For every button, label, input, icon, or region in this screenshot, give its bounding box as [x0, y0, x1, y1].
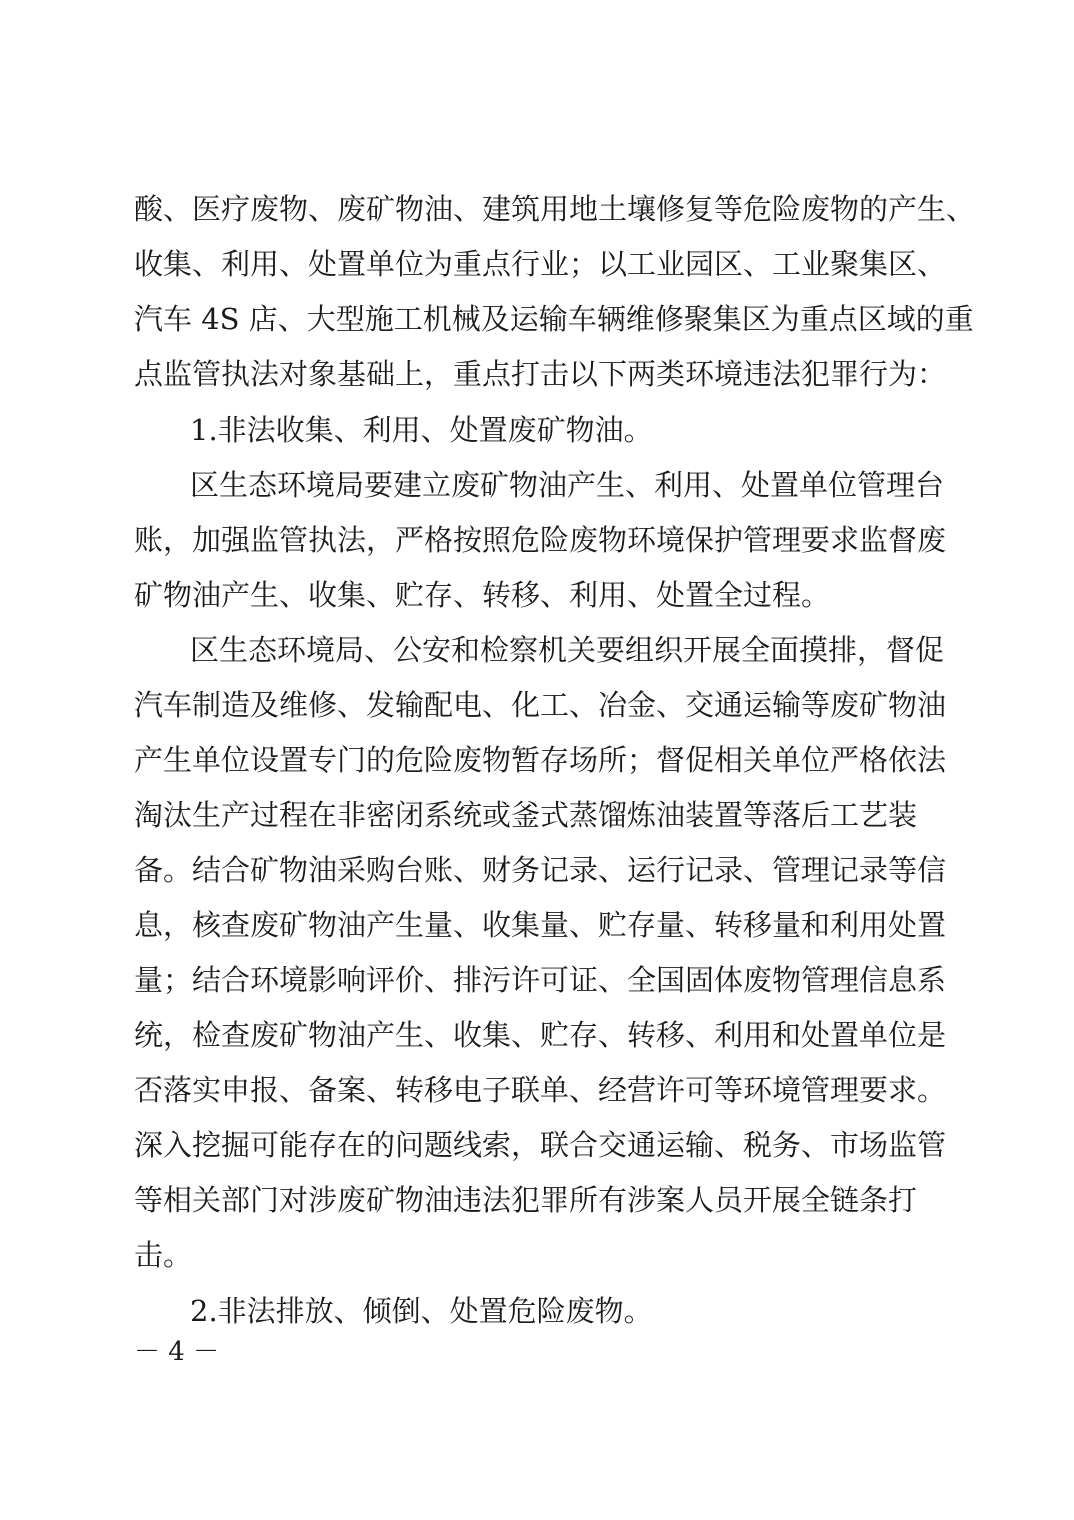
text-line-15: 量；结合环境影响评价、排污许可证、全国固体废物管理信息系: [134, 963, 947, 997]
text-line-20: 击。: [134, 1238, 193, 1272]
text-line-4: 点监管执法对象基础上，重点打击以下两类环境违法犯罪行为：: [134, 357, 947, 391]
text-line-14: 息，核查废矿物油产生量、收集量、贮存量、转移量和利用处置: [134, 908, 947, 942]
text-line-7: 账，加强监管执法，严格按照危险废物环境保护管理要求监督废: [134, 523, 947, 557]
text-line-3: 汽车 4S 店、大型施工机械及运输车辆维修聚集区为重点区域的重: [134, 302, 974, 336]
text-line-13: 备。结合矿物油采购台账、财务记录、运行记录、管理记录等信: [134, 853, 947, 887]
text-line-16: 统，检查废矿物油产生、收集、贮存、转移、利用和处置单位是: [134, 1018, 947, 1052]
text-line-9: 区生态环境局、公安和检察机关要组织开展全面摸排，督促: [190, 633, 945, 667]
text-line-19: 等相关部门对涉废矿物油违法犯罪所有涉案人员开展全链条打: [134, 1183, 918, 1217]
text-line-17: 否落实申报、备案、转移电子联单、经营许可等环境管理要求。: [134, 1073, 947, 1107]
section-heading-1: 1.非法收集、利用、处置废矿物油。: [190, 413, 653, 447]
text-line-11: 产生单位设置专门的危险废物暂存场所；督促相关单位严格依法: [134, 743, 947, 777]
text-line-12: 淘汰生产过程在非密闭系统或釜式蒸馏炼油装置等落后工艺装: [134, 798, 918, 832]
text-line-8: 矿物油产生、收集、贮存、转移、利用、处置全过程。: [134, 578, 831, 612]
text-line-1: 酸、医疗废物、废矿物油、建筑用地土壤修复等危险废物的产生、: [134, 192, 976, 226]
text-line-18: 深入挖掘可能存在的问题线索，联合交通运输、税务、市场监管: [134, 1128, 947, 1162]
page-number: － 4 －: [134, 1337, 220, 1367]
text-line-6: 区生态环境局要建立废矿物油产生、利用、处置单位管理台: [190, 468, 945, 502]
text-line-10: 汽车制造及维修、发输配电、化工、冶金、交通运输等废矿物油: [134, 688, 947, 722]
text-line-2: 收集、利用、处置单位为重点行业；以工业园区、工业聚集区、: [134, 247, 947, 281]
section-heading-2: 2.非法排放、倾倒、处置危险废物。: [190, 1294, 653, 1328]
